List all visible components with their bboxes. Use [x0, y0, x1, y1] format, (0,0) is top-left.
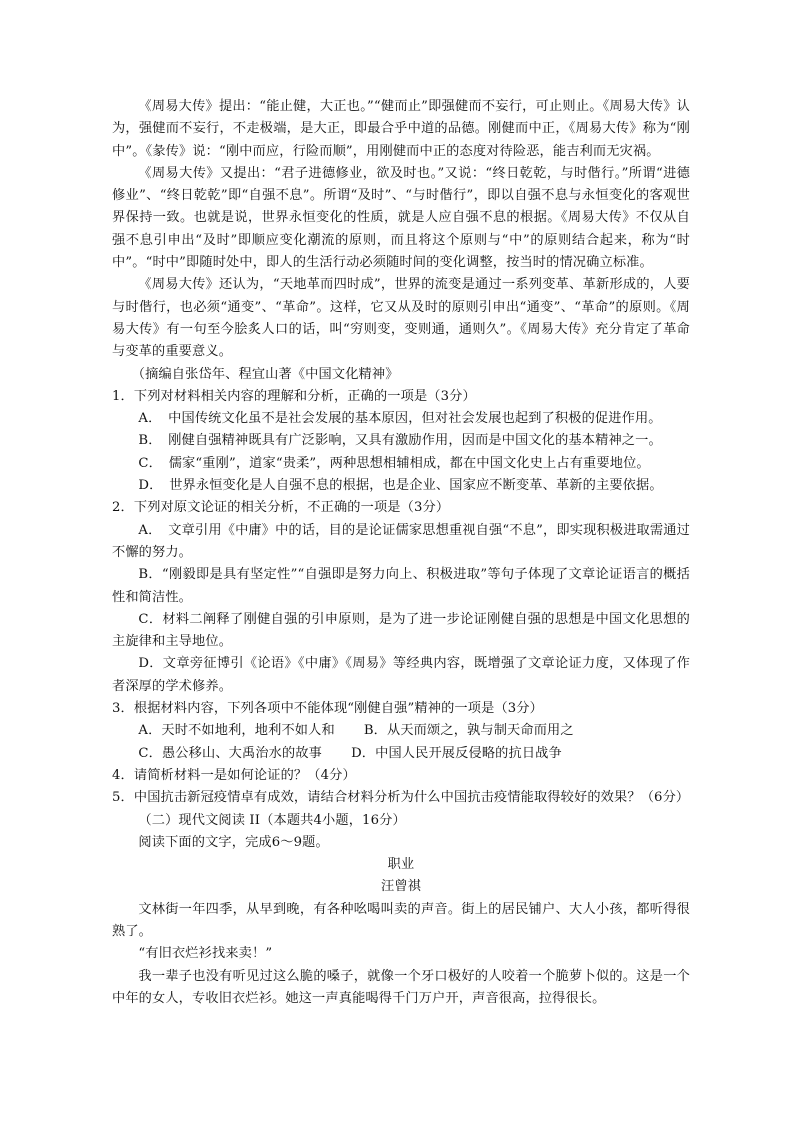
question-2-option-b: B．“刚毅即是具有坚定性”“自强即是努力向上、积极进取”等句子体现了文章论证语言的概括性和简洁性。 [112, 567, 690, 605]
question-1-option-b: B． 刚健自强精神既具有广泛影响，又具有激励作用，因而是中国文化的基本精神之一。 [138, 433, 662, 449]
question-3-option-d: D．中国人民开展反侵略的抗日战争 [351, 745, 562, 761]
question-1-option-d: D． 世界永恒变化是人自强不息的根据，也是企业、国家应不断变革、革新的主要依据。 [138, 478, 663, 494]
question-5-stem: 5．中国抗击新冠疫情卓有成效，请结合材料分析为什么中国抗击疫情能取得较好的效果？（6分） [112, 790, 690, 806]
article-quote: “有旧衣烂衫找来卖！” [138, 946, 273, 962]
paragraph-1: 《周易大传》提出：“能止健，大正也。”“健而止”即强健而不妄行，可止则止。《周易大传》认为，强健而不妄行，不走极端，是大正，即最合乎中道的品德。刚健而中正，《周易大传》称为“刚中”。《彖传》说：“刚中而应，行险而顺”，用刚健而中正的态度对待险恶，能吉利而无灾祸。 [112, 99, 690, 159]
question-1-option-c: C． 儒家“重刚”，道家“贵柔”，两种思想相辅相成，都在中国文化史上占有重要地位。 [138, 455, 650, 471]
question-4-stem: 4．请简析材料一是如何论证的？（4分） [112, 767, 356, 783]
article-title: 职业 [387, 857, 415, 873]
question-3-option-b: B．从天而颂之，孰与制天命而用之 [363, 723, 574, 739]
section-2-instruction: 阅读下面的文字，完成6～9题。 [138, 834, 329, 850]
source-citation: （摘编自张岱年、程宜山著《中国文化精神》 [131, 366, 399, 382]
document-page [112, 96, 690, 1010]
question-1-stem: 1．下列对材料相关内容的理解和分析，正确的一项是（3分） [112, 388, 476, 404]
question-2-option-c: C．材料二阐释了刚健自强的引申原则，是为了进一步论证刚健自强的思想是中国文化思想的主旋律和主导地位。 [112, 611, 690, 650]
question-3-stem: 3．根据材料内容，下列各项中不能体现“刚健自强”精神的一项是（3分） [112, 701, 543, 717]
question-3-options-cd [112, 743, 690, 765]
question-2-option-d: D．文章旁征博引《论语》《中庸》《周易》等经典内容，既增强了文章论证力度，又体现了作者深厚的学术修养。 [112, 656, 690, 694]
question-3-options-ab [112, 720, 690, 742]
paragraph-3: 《周易大传》还认为，“天地革而四时成”，世界的流变是通过一系列变革、革新形成的，人要与时偕行，也必须“通变”、“革命”。这样，它又从及时的原则引申出“通变”、“革命”的原则。《周易大传》有一句至今脍炙人口的话，叫“穷则变，变则通，通则久”。《周易大传》充分肯定了革命与变革的重要意义。 [112, 277, 690, 360]
question-2-option-a: A． 文章引用《中庸》中的话，目的是论证儒家思想重视自强“不息”，即实现积极进取需通过不懈的努力。 [112, 522, 690, 560]
article-paragraph-1: 文林街一年四季，从早到晚，有各种吆喝叫卖的声音。街上的居民铺户、大人小孩，都听得很熟了。 [112, 901, 690, 939]
question-3-option-a: A．天时不如地利，地利不如人和 [138, 723, 335, 739]
section-2-heading: （二）现代文阅读 II（本题共4小题，16分） [138, 812, 406, 828]
question-3-option-c: C．愚公移山、大禹治水的故事 [138, 745, 323, 761]
question-2-stem: 2．下列对原文论证的相关分析，不正确的一项是（3分） [112, 500, 450, 516]
article-paragraph-2: 我一辈子也没有听见过这么脆的嗓子，就像一个牙口极好的人咬着一个脆萝卜似的。这是一个中年的女人，专收旧衣烂衫。她这一声真能喝得千门万户开，声音很高，拉得很长。 [112, 968, 690, 1006]
article-author: 汪曾祺 [380, 879, 421, 895]
paragraph-2: 《周易大传》又提出：“君子进德修业，欲及时也。”又说：“终日乾乾，与时偕行。”所谓“进德修业”、“终日乾乾”即“自强不息”。所谓“及时”、“与时偕行”，即以自强不息与永恒变化的客观世界保持一致。也就是说，世界永恒变化的性质，就是人应自强不息的根据。《周易大传》不仅从自强不息引申出“及时”即顺应变化潮流的原则，而且将这个原则与“中”的原则结合起来，称为“时中”。“时中”即随时处中，即人的生活行动必须随时间的变化调整，按当时的情况确立标准。 [112, 165, 690, 271]
question-1-option-a: A． 中国传统文化虽不是社会发展的基本原因，但对社会发展也起到了积极的促进作用。 [138, 411, 662, 427]
